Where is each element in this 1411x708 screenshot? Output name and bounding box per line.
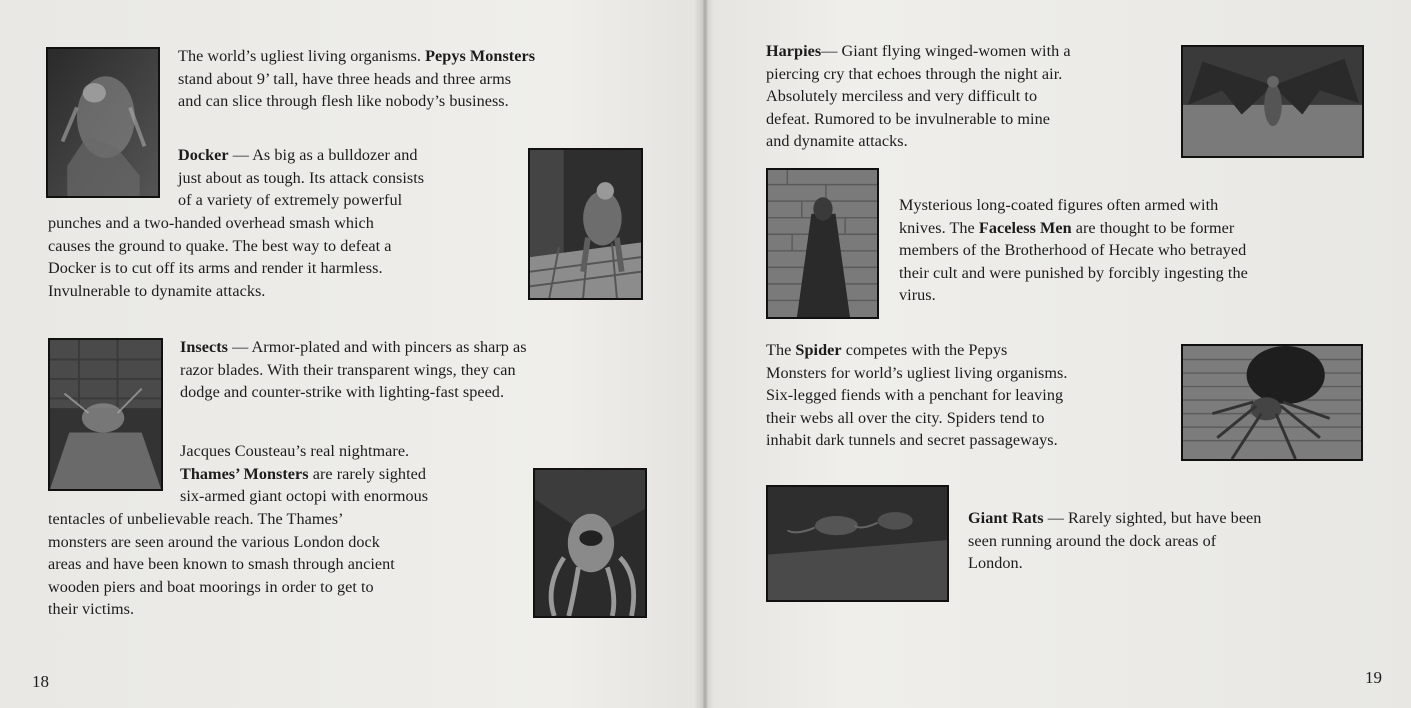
pepys-line-1: The world’s ugliest living organisms. <box>178 47 426 65</box>
spider-paragraph <box>766 339 1067 452</box>
harpies-paragraph <box>766 40 1071 153</box>
pepys-line-2: stand about 9’ tall, have three heads and three arms <box>178 69 512 88</box>
faceless-line-3: members of the Brotherhood of Hecate who betrayed <box>899 241 1247 260</box>
faceless-line-2a: knives. The <box>899 218 979 237</box>
docker-line-3: of a variety of extremely powerful <box>178 191 403 210</box>
rats-line-2: seen running around the dock areas of <box>968 531 1217 550</box>
insects-image <box>48 338 163 491</box>
giant-rats-image <box>766 485 949 602</box>
spider-name: Spider <box>795 341 842 359</box>
faceless-name: Faceless Men <box>978 218 1072 237</box>
docker-image <box>528 148 643 300</box>
docker-paragraph-cont <box>48 212 391 302</box>
spider-line-1a: The <box>766 341 796 359</box>
spider-image <box>1181 344 1363 461</box>
harpies-line-1: — Giant flying winged-women with a <box>821 42 1071 60</box>
pepys-name: Pepys Monsters <box>425 47 536 65</box>
insects-line-2: razor blades. With their transparent wings, they can <box>180 360 516 379</box>
pepys-paragraph <box>178 45 535 113</box>
faceless-line-4: their cult and were punished by forcibly ingesting the <box>899 263 1248 282</box>
docker-line-6: Docker is to cut off its arms and render it harmless. <box>48 259 383 278</box>
thames-line-1: Jacques Cousteau’s real nightmare. <box>180 442 410 460</box>
thames-paragraph-cont <box>48 508 395 621</box>
faceless-paragraph <box>899 194 1248 307</box>
pepys-line-3: and can slice through flesh like nobody’s business. <box>178 92 509 111</box>
docker-paragraph <box>178 144 424 212</box>
faceless-man-image <box>766 168 879 319</box>
thames-line-6: areas and have been known to smash through ancient <box>48 555 395 574</box>
docker-name: Docker <box>178 146 229 164</box>
faceless-line-1: Mysterious long-coated figures often armed with <box>899 196 1219 214</box>
faceless-line-5: virus. <box>899 286 936 305</box>
spider-line-3: Six-legged fiends with a penchant for leaving <box>766 386 1064 405</box>
rats-paragraph <box>968 507 1261 575</box>
thames-line-8: their victims. <box>48 600 135 619</box>
faceless-line-2b: are thought to be former <box>1071 218 1235 237</box>
thames-line-2: are rarely sighted <box>308 464 426 483</box>
rats-line-1: — Rarely sighted, but have been <box>1043 509 1262 527</box>
page-number-left: 18 <box>32 672 49 691</box>
docker-line-7: Invulnerable to dynamite attacks. <box>48 281 266 300</box>
harpies-line-5: and dynamite attacks. <box>766 132 908 151</box>
thames-line-7: wooden piers and boat moorings in order to get to <box>48 577 374 596</box>
thames-name: Thames’ Monsters <box>180 464 309 483</box>
left-page <box>0 0 704 708</box>
spider-line-5: inhabit dark tunnels and secret passageways. <box>766 431 1058 450</box>
rats-line-3: London. <box>968 554 1023 573</box>
harpies-name: Harpies <box>766 42 822 60</box>
docker-line-1: — As big as a bulldozer and <box>228 146 418 164</box>
spider-line-4: their webs all over the city. Spiders tend to <box>766 408 1045 427</box>
insects-paragraph <box>180 336 527 404</box>
thames-line-5: monsters are seen around the various London dock <box>48 532 380 551</box>
insects-line-1: — Armor-plated and with pincers as sharp as <box>228 338 527 356</box>
thames-monster-image <box>533 468 647 618</box>
harpies-line-3: Absolutely merciless and very difficult to <box>766 87 1038 106</box>
rats-name: Giant Rats <box>968 509 1044 527</box>
harpy-image <box>1181 45 1364 158</box>
page-number-right: 19 <box>1365 668 1382 687</box>
right-page <box>707 0 1411 708</box>
harpies-line-2: piercing cry that echoes through the night air. <box>766 64 1063 83</box>
spider-line-1b: competes with the Pepys <box>841 341 1008 359</box>
pepys-monster-image <box>46 47 160 198</box>
insects-line-3: dodge and counter-strike with lighting-fast speed. <box>180 383 505 402</box>
thames-line-3: six-armed giant octopi with enormous <box>180 487 429 506</box>
insects-name: Insects <box>180 338 229 356</box>
spider-line-2: Monsters for world’s ugliest living organisms. <box>766 363 1068 382</box>
docker-line-2: just about as tough. Its attack consists <box>178 168 425 187</box>
thames-line-4: tentacles of unbelievable reach. The Thames’ <box>48 510 344 528</box>
harpies-line-4: defeat. Rumored to be invulnerable to mine <box>766 109 1050 128</box>
thames-paragraph <box>180 440 428 508</box>
docker-line-4: punches and a two-handed overhead smash which <box>48 214 374 232</box>
docker-line-5: causes the ground to quake. The best way to defeat a <box>48 236 392 255</box>
